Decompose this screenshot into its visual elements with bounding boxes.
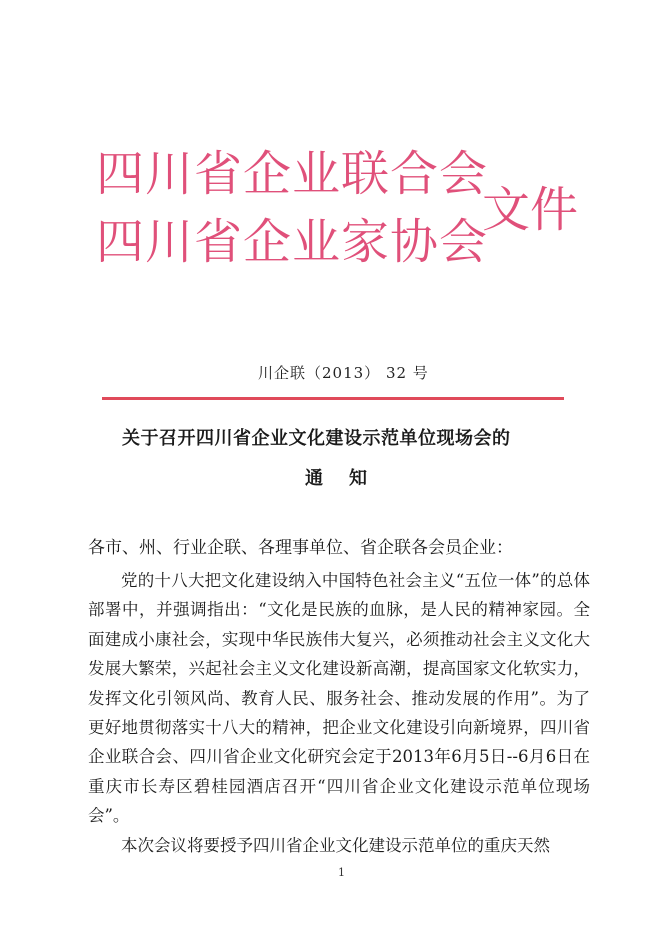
- page-number: 1: [338, 866, 345, 879]
- document-type-label: 文件: [482, 182, 579, 238]
- body-text: [88, 566, 590, 860]
- red-divider-rule: [102, 397, 564, 400]
- body-paragraph: 党的十八大把文化建设纳入中国特色社会主义“五位一体”的总体部署中，并强调指出：“文化是民族的血脉，是人民的精神家园。全面建成小康社会，实现中华民族伟大复兴，必须推动社会主义文化大发展大繁荣，兴起社会主义文化建设新高潮，提高国家文化软实力，发挥文化引领风尚、教育人民、服务社会、推动发展的作用”。为了更好地贯彻落实十八大的精神，把企业文化建设引向新境界，四川省企业联合会、四川省企业文化研究会定于2013年6月5日--6月6日在重庆市长寿区碧桂园酒店召开“四川省企业文化建设示范单位现场会”。: [88, 571, 590, 826]
- issuing-org-2: 四川省企业家协会: [96, 214, 489, 270]
- issuing-org-1: 四川省企业联合会: [96, 146, 489, 202]
- body-paragraph: 本次会议将要授予四川省企业文化建设示范单位的重庆天然: [121, 835, 550, 855]
- salutation: 各市、州、行业企联、各理事单位、省企联各会员企业：: [88, 538, 513, 558]
- notice-title-suffix: 通知: [305, 468, 393, 489]
- document-number: 川企联（2013） 32 号: [258, 364, 429, 382]
- notice-title: 关于召开四川省企业文化建设示范单位现场会的: [122, 428, 511, 449]
